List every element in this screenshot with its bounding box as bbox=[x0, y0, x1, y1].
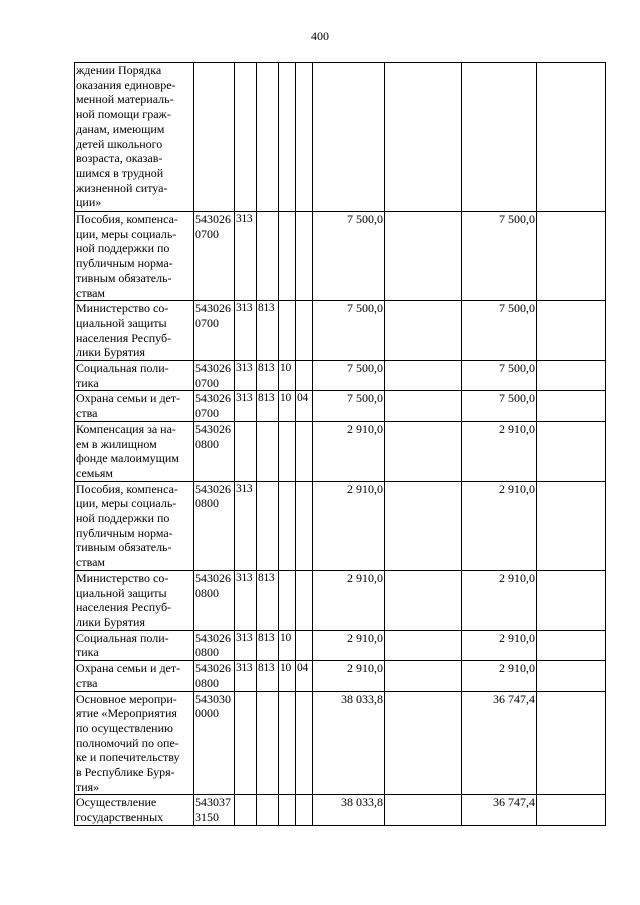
row-grbs-cell bbox=[235, 63, 257, 212]
table-row bbox=[75, 421, 606, 481]
row-empty-cell bbox=[385, 691, 462, 795]
row-csr-line: 0800 bbox=[195, 675, 219, 690]
row-amount2-cell: 7 500,0 bbox=[462, 301, 537, 361]
row-csr-cell bbox=[194, 661, 235, 691]
row-rz-cell: 813 bbox=[257, 391, 279, 421]
row-empty-cell bbox=[537, 570, 606, 630]
row-pr-cell: 10 bbox=[279, 630, 296, 660]
row-name-line: ствам bbox=[76, 555, 105, 570]
row-pr-cell: 10 bbox=[279, 361, 296, 391]
row-name-line: полномочий по опе- bbox=[76, 735, 179, 750]
row-name-line: ства bbox=[76, 406, 98, 421]
row-amount1-cell: 2 910,0 bbox=[313, 661, 385, 691]
row-amount1-cell: 38 033,8 bbox=[313, 795, 385, 825]
row-name-line: данам, имеющим bbox=[76, 121, 165, 136]
row-name-line: тика bbox=[76, 645, 99, 660]
row-grbs-cell: 313 bbox=[235, 301, 257, 361]
row-vr-cell bbox=[296, 212, 313, 301]
row-empty-cell bbox=[385, 391, 462, 421]
row-name-line: ем в жилищном bbox=[76, 436, 157, 451]
table-body bbox=[75, 63, 606, 826]
row-name-line: оказания единовре- bbox=[76, 77, 176, 92]
row-name-cell bbox=[75, 361, 194, 391]
row-amount2-cell: 7 500,0 bbox=[462, 361, 537, 391]
row-name-line: ства bbox=[76, 675, 98, 690]
row-amount1-cell: 2 910,0 bbox=[313, 481, 385, 570]
row-pr-cell bbox=[279, 691, 296, 795]
row-name-cell bbox=[75, 212, 194, 301]
row-name-cell bbox=[75, 301, 194, 361]
row-amount2-cell: 2 910,0 bbox=[462, 661, 537, 691]
row-csr-line: 0800 bbox=[195, 496, 219, 511]
row-csr-cell bbox=[194, 570, 235, 630]
row-empty-cell bbox=[385, 301, 462, 361]
row-vr-cell bbox=[296, 361, 313, 391]
row-csr-line: 0700 bbox=[195, 315, 219, 330]
row-csr-cell bbox=[194, 212, 235, 301]
row-pr-cell bbox=[279, 63, 296, 212]
row-csr-line: 0700 bbox=[195, 406, 219, 421]
row-name-line: ствам bbox=[76, 285, 105, 300]
row-name-line: Министерство со- bbox=[76, 301, 169, 316]
row-empty-cell bbox=[537, 301, 606, 361]
row-empty-cell bbox=[385, 421, 462, 481]
row-rz-cell: 813 bbox=[257, 661, 279, 691]
row-pr-cell: 10 bbox=[279, 661, 296, 691]
row-name-cell bbox=[75, 391, 194, 421]
row-amount2-cell: 2 910,0 bbox=[462, 630, 537, 660]
row-csr-line: 0800 bbox=[195, 645, 219, 660]
row-name-cell bbox=[75, 630, 194, 660]
row-csr-line: 543030 bbox=[195, 691, 231, 706]
row-rz-cell: 813 bbox=[257, 630, 279, 660]
row-empty-cell bbox=[537, 212, 606, 301]
row-grbs-cell: 313 bbox=[235, 481, 257, 570]
row-vr-cell bbox=[296, 301, 313, 361]
row-grbs-cell: 313 bbox=[235, 570, 257, 630]
row-name-line: ной поддержки по bbox=[76, 241, 170, 256]
table-row bbox=[75, 630, 606, 660]
row-name-line: циальной защиты bbox=[76, 585, 167, 600]
budget-table bbox=[74, 62, 606, 826]
row-empty-cell bbox=[537, 63, 606, 212]
row-amount1-cell: 38 033,8 bbox=[313, 691, 385, 795]
row-amount1-cell: 7 500,0 bbox=[313, 361, 385, 391]
row-name-line: Социальная поли- bbox=[76, 630, 169, 645]
row-csr-line: 543026 bbox=[195, 421, 231, 436]
row-name-line: циальной защиты bbox=[76, 315, 167, 330]
row-grbs-cell: 313 bbox=[235, 630, 257, 660]
row-empty-cell bbox=[385, 661, 462, 691]
row-csr-cell bbox=[194, 421, 235, 481]
row-pr-cell: 10 bbox=[279, 391, 296, 421]
table-row bbox=[75, 301, 606, 361]
row-pr-cell bbox=[279, 212, 296, 301]
row-name-line: Министерство со- bbox=[76, 570, 169, 585]
row-vr-cell bbox=[296, 63, 313, 212]
row-empty-cell bbox=[537, 630, 606, 660]
row-csr-line: 0000 bbox=[195, 706, 219, 721]
row-name-line: населения Респуб- bbox=[76, 330, 172, 345]
table-row bbox=[75, 391, 606, 421]
row-amount1-cell: 2 910,0 bbox=[313, 421, 385, 481]
row-csr-cell bbox=[194, 63, 235, 212]
row-rz-cell bbox=[257, 212, 279, 301]
row-amount2-cell bbox=[462, 63, 537, 212]
row-amount1-cell: 2 910,0 bbox=[313, 570, 385, 630]
row-name-line: Компенсация за на- bbox=[76, 421, 176, 436]
row-csr-line: 543026 bbox=[195, 301, 231, 316]
row-csr-cell bbox=[194, 630, 235, 660]
row-name-line: Осуществление bbox=[76, 795, 157, 810]
row-name-line: ции, меры социаль- bbox=[76, 226, 177, 241]
row-name-cell bbox=[75, 795, 194, 825]
row-csr-line: 0800 bbox=[195, 585, 219, 600]
row-vr-cell: 04 bbox=[296, 661, 313, 691]
row-csr-cell bbox=[194, 301, 235, 361]
row-rz-cell bbox=[257, 795, 279, 825]
row-pr-cell bbox=[279, 301, 296, 361]
row-pr-cell bbox=[279, 795, 296, 825]
row-name-line: публичным норма- bbox=[76, 525, 173, 540]
row-name-cell bbox=[75, 421, 194, 481]
row-rz-cell: 813 bbox=[257, 361, 279, 391]
row-empty-cell bbox=[385, 570, 462, 630]
row-pr-cell bbox=[279, 421, 296, 481]
row-csr-cell bbox=[194, 691, 235, 795]
row-amount1-cell: 7 500,0 bbox=[313, 391, 385, 421]
row-empty-cell bbox=[537, 481, 606, 570]
row-empty-cell bbox=[385, 361, 462, 391]
row-name-line: лики Бурятия bbox=[76, 345, 145, 360]
row-csr-cell bbox=[194, 795, 235, 825]
row-empty-cell bbox=[385, 212, 462, 301]
row-empty-cell bbox=[537, 391, 606, 421]
row-rz-cell: 813 bbox=[257, 570, 279, 630]
row-rz-cell: 813 bbox=[257, 301, 279, 361]
row-name-line: публичным норма- bbox=[76, 256, 173, 271]
row-name-cell bbox=[75, 691, 194, 795]
table-row bbox=[75, 212, 606, 301]
row-name-line: Пособия, компенса- bbox=[76, 481, 178, 496]
row-grbs-cell: 313 bbox=[235, 661, 257, 691]
row-amount2-cell: 7 500,0 bbox=[462, 212, 537, 301]
row-csr-line: 543026 bbox=[195, 212, 231, 226]
row-name-line: семьям bbox=[76, 465, 113, 480]
row-name-line: лики Бурятия bbox=[76, 614, 145, 629]
row-grbs-cell bbox=[235, 421, 257, 481]
row-csr-cell bbox=[194, 391, 235, 421]
row-grbs-cell: 313 bbox=[235, 391, 257, 421]
row-grbs-cell bbox=[235, 795, 257, 825]
row-name-line: возраста, оказав- bbox=[76, 151, 163, 166]
row-name-line: Основное меропри- bbox=[76, 691, 177, 706]
row-csr-line: 543026 bbox=[195, 630, 231, 645]
row-name-cell bbox=[75, 63, 194, 212]
row-empty-cell bbox=[537, 361, 606, 391]
row-name-line: шимся в трудной bbox=[76, 165, 164, 180]
row-csr-line: 543037 bbox=[195, 795, 231, 810]
row-amount2-cell: 2 910,0 bbox=[462, 481, 537, 570]
row-name-line: Пособия, компенса- bbox=[76, 212, 178, 226]
page-number: 400 bbox=[311, 29, 329, 43]
row-name-line: в Республике Буря- bbox=[76, 765, 175, 780]
row-name-line: ной помощи граж- bbox=[76, 107, 171, 122]
row-name-line: Охрана семьи и дет- bbox=[76, 391, 181, 406]
row-vr-cell bbox=[296, 481, 313, 570]
row-name-line: тивным обязатель- bbox=[76, 540, 172, 555]
row-name-line: ной поддержки по bbox=[76, 511, 170, 526]
row-name-line: фонде малоимущим bbox=[76, 451, 179, 466]
row-csr-line: 543026 bbox=[195, 481, 231, 496]
row-csr-line: 543026 bbox=[195, 361, 231, 376]
row-name-cell bbox=[75, 661, 194, 691]
row-name-line: Социальная поли- bbox=[76, 361, 169, 376]
row-csr-line: 543026 bbox=[195, 570, 231, 585]
row-grbs-cell: 313 bbox=[235, 212, 257, 301]
table-row bbox=[75, 661, 606, 691]
row-amount2-cell: 7 500,0 bbox=[462, 391, 537, 421]
row-empty-cell bbox=[385, 630, 462, 660]
row-amount2-cell: 2 910,0 bbox=[462, 421, 537, 481]
row-name-line: по осуществлению bbox=[76, 720, 173, 735]
row-amount1-cell bbox=[313, 63, 385, 212]
row-empty-cell bbox=[385, 481, 462, 570]
row-csr-cell bbox=[194, 481, 235, 570]
row-name-line: тика bbox=[76, 375, 99, 390]
row-name-line: менной материаль- bbox=[76, 92, 174, 107]
row-name-line: государственных bbox=[76, 810, 164, 825]
row-csr-line: 543026 bbox=[195, 661, 231, 676]
row-name-line: ции» bbox=[76, 195, 102, 210]
row-name-line: ции, меры социаль- bbox=[76, 496, 177, 511]
row-name-line: ятие «Мероприятия bbox=[76, 706, 177, 721]
row-grbs-cell: 313 bbox=[235, 361, 257, 391]
row-name-line: тивным обязатель- bbox=[76, 270, 172, 285]
row-empty-cell bbox=[537, 691, 606, 795]
row-empty-cell bbox=[537, 661, 606, 691]
row-csr-line: 3150 bbox=[195, 810, 219, 825]
row-name-line: тия» bbox=[76, 779, 100, 794]
row-empty-cell bbox=[537, 795, 606, 825]
row-rz-cell bbox=[257, 481, 279, 570]
row-name-cell bbox=[75, 570, 194, 630]
row-name-line: жизненной ситуа- bbox=[76, 180, 168, 195]
row-amount1-cell: 7 500,0 bbox=[313, 212, 385, 301]
row-vr-cell bbox=[296, 421, 313, 481]
table-row bbox=[75, 481, 606, 570]
row-name-line: ждении Порядка bbox=[76, 63, 162, 77]
row-csr-line: 0700 bbox=[195, 226, 219, 241]
row-pr-cell bbox=[279, 481, 296, 570]
row-vr-cell bbox=[296, 691, 313, 795]
row-csr-line: 0800 bbox=[195, 436, 219, 451]
row-csr-line: 543026 bbox=[195, 391, 231, 406]
row-csr-cell bbox=[194, 361, 235, 391]
row-rz-cell bbox=[257, 691, 279, 795]
row-vr-cell bbox=[296, 795, 313, 825]
row-amount1-cell: 7 500,0 bbox=[313, 301, 385, 361]
row-vr-cell bbox=[296, 630, 313, 660]
row-empty-cell bbox=[537, 421, 606, 481]
row-name-line: ке и попечительству bbox=[76, 750, 180, 765]
row-name-line: Охрана семьи и дет- bbox=[76, 661, 181, 676]
table-row bbox=[75, 691, 606, 795]
row-pr-cell bbox=[279, 570, 296, 630]
row-name-line: населения Респуб- bbox=[76, 600, 172, 615]
row-name-cell bbox=[75, 481, 194, 570]
row-name-line: детей школьного bbox=[76, 136, 163, 151]
table-row bbox=[75, 361, 606, 391]
row-amount1-cell: 2 910,0 bbox=[313, 630, 385, 660]
table-row bbox=[75, 570, 606, 630]
table-row bbox=[75, 63, 606, 212]
row-rz-cell bbox=[257, 421, 279, 481]
row-grbs-cell bbox=[235, 691, 257, 795]
row-amount2-cell: 2 910,0 bbox=[462, 570, 537, 630]
row-amount2-cell: 36 747,4 bbox=[462, 691, 537, 795]
row-csr-line: 0700 bbox=[195, 375, 219, 390]
row-rz-cell bbox=[257, 63, 279, 212]
row-vr-cell bbox=[296, 570, 313, 630]
row-empty-cell bbox=[385, 795, 462, 825]
table-row bbox=[75, 795, 606, 825]
row-empty-cell bbox=[385, 63, 462, 212]
row-vr-cell: 04 bbox=[296, 391, 313, 421]
row-amount2-cell: 36 747,4 bbox=[462, 795, 537, 825]
